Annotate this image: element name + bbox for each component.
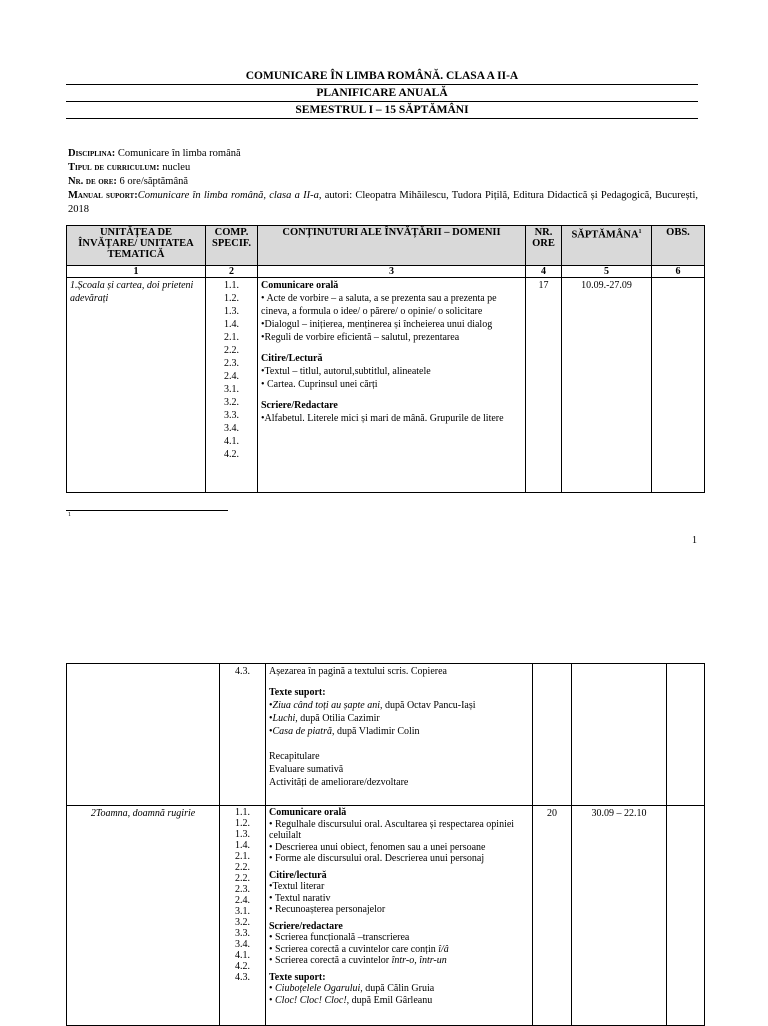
obs-cell [667, 664, 705, 806]
section-title: Texte suport: [269, 971, 326, 983]
table-header-row [67, 226, 705, 266]
hours-count: 17 [526, 278, 562, 493]
manual-line: Manual suport:Comunicare în limba română, clasa a II-a, autori: Cleopatra Mihăilescu, Tudora Pițilă, Editura Didactică și Pedagogică, București, 2018 [68, 190, 698, 215]
document-title [66, 68, 698, 119]
tipul-line: Tipul de curriculum: nucleu [68, 162, 191, 173]
support-text: •Luchi, după Otilia Cazimir [269, 713, 380, 724]
section-title: Scriere/redactare [269, 920, 343, 932]
competence-codes: 1.1. 1.2. 1.3. 1.4. 2.1. 2.2. 2.3. 2.4. 3.1. 3.2. 3.3. 3.4. 4.1. 4.2. [206, 278, 258, 493]
section-title: Citire/lectură [269, 869, 327, 881]
page-number: 1 [692, 535, 697, 546]
section-title: Scriere/Redactare [261, 400, 338, 411]
competence-codes: 4.3. [220, 664, 266, 806]
obs-cell [667, 806, 705, 1026]
page-gap [0, 560, 768, 660]
obs-cell [652, 278, 705, 493]
header-unitatea: UNITĂȚEA DE ÎNVĂȚARE/ UNITATEA TEMATICĂ [67, 226, 206, 266]
support-text: • Cloc! Cloc! Cloc!, după Emil Gârleanu [269, 994, 433, 1006]
title-line-2: PLANIFICARE ANUALĂ [66, 85, 698, 102]
header-ore: NR. ORE [526, 226, 562, 266]
section-title: Texte suport: [269, 687, 326, 698]
footnote-mark: 1 [68, 512, 71, 518]
ore-line: Nr. de ore: 6 ore/săptămână [68, 176, 189, 187]
support-text: •Ziua când toți au șapte ani, după Octav Pancu-Iași [269, 700, 476, 711]
unit-name [67, 664, 220, 806]
section-title: Comunicare orală [261, 280, 339, 291]
column-number-row: 1 2 3 4 5 6 [67, 266, 705, 278]
weeks-range: 10.09.-27.09 [562, 278, 652, 493]
footnote-separator [66, 510, 228, 511]
section-title: Citire/Lectură [261, 353, 323, 364]
header-saptamana: SĂPTĂMÂNA$^1$ [562, 226, 652, 266]
planning-table-continued [66, 663, 705, 1026]
table-row [67, 806, 705, 1026]
content-cell: Așezarea în pagină a textului scris. Copierea Texte suport: •Ziua când toți au șapte ani, după Octav Pancu-Iași •Luchi, după Otilia Cazimir •Casa de piatră, după Vladimir Colin Recapitulare Evaluare sumativă Activități de ameliorare/dezvoltare [266, 664, 533, 806]
document-metadata [68, 147, 698, 217]
hours-count: 20 [533, 806, 572, 1026]
table-row [67, 664, 705, 806]
support-text: •Casa de piatră, după Vladimir Colin [269, 726, 420, 737]
header-comp: COMP. SPECIF. [206, 226, 258, 266]
support-text: • Ciuboțelele Ogarului, după Călin Gruia [269, 983, 435, 994]
title-line-3: SEMESTRUL I – 15 SĂPTĂMÂNI [66, 102, 698, 119]
page-2 [0, 660, 768, 1024]
content-cell: Comunicare orală • Regulhale discursului oral. Ascultarea și respectarea opiniei celuilalt • Descrierea unui obiect, fenomen sau a unei persoane • Forme ale discursului oral. Descrierea unui personaj Citire/lectură •Textul literar • Textul narativ • Recunoașterea personajelor Scriere/redactare • Scrierea funcțională –transcrierea • Scrierea corectă a cuvintelor care conțin î/â • Scrierea corectă a cuvintelor într-o, într-un Texte suport: • Ciuboțelele Ogarului, după Călin Gruia • Cloc! Cloc! Cloc!, după Emil Gârleanu [266, 806, 533, 1026]
header-obs: OBS. [652, 226, 705, 266]
disciplina-line: Disciplina: Comunicare în limba română [68, 148, 241, 159]
competence-codes: 1.1. 1.2. 1.3. 1.4. 2.1. 2.2. 2.2. 2.3. 2.4. 3.1. 3.2. 3.3. 3.4. 4.1. 4.2. 4.3. [220, 806, 266, 1026]
section-title: Comunicare orală [269, 807, 347, 818]
table-row [67, 278, 705, 493]
unit-name: 2Toamna, doamnă rugirie [67, 806, 220, 1026]
weeks-range: 30.09 – 22.10 [572, 806, 667, 1026]
planning-table [66, 225, 705, 493]
content-cell: Comunicare orală • Acte de vorbire – a saluta, a se prezenta sau a prezenta pe cineva, a formula o idee/ o părere/ o opinie/ o solicitare •Dialogul – inițierea, menținerea și încheierea unui dialog •Reguli de vorbire eficientă – salutul, prezentarea Citire/Lectură •Textul – titlul, autorul,subtitlul, alineatele • Cartea. Cuprinsul unei cărți Scriere/Redactare •Alfabetul. Literele mici și mari de mână. Grupurile de litere [258, 278, 526, 493]
header-continuturi: CONȚINUTURI ALE ÎNVĂȚĂRII – DOMENII [258, 226, 526, 266]
title-line-1: COMUNICARE ÎN LIMBA ROMÂNĂ. CLASA A II-A [66, 68, 698, 85]
unit-name: 1.Școala și cartea, doi prieteni adevărați [67, 278, 206, 493]
weeks-range [572, 664, 667, 806]
hours-count [533, 664, 572, 806]
